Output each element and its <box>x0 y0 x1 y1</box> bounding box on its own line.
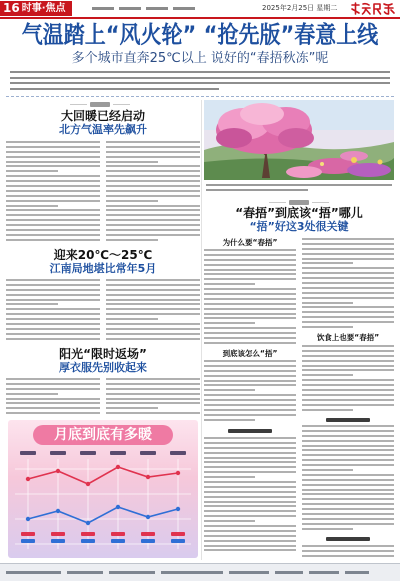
body-text <box>204 437 296 554</box>
text-line <box>106 170 200 172</box>
text-line <box>204 308 296 310</box>
footer-text-placeholder <box>309 571 339 574</box>
text-line <box>204 457 296 459</box>
article-subhead: 饮食上也要“春捂” <box>316 333 380 342</box>
text-line <box>6 214 100 216</box>
text-line <box>106 200 158 202</box>
text-line <box>6 338 100 340</box>
footer-text-placeholder <box>6 571 61 574</box>
text-line <box>204 409 296 411</box>
text-line <box>302 374 353 376</box>
text-line <box>204 540 296 542</box>
subhead-subtitle: 江南局地堪比常年5月 <box>49 262 157 275</box>
infographic-title: 月底到底有多暖 <box>33 425 173 445</box>
text-line <box>204 283 255 285</box>
text-line <box>6 141 100 143</box>
text-line <box>302 435 394 437</box>
text-line <box>204 510 296 512</box>
main-subheadline: 多个城市直奔25℃以上 说好的“春捂秋冻”呢 <box>71 51 329 66</box>
text-line <box>302 369 394 371</box>
text-line <box>106 279 200 281</box>
text-line <box>6 294 100 296</box>
text-line <box>106 398 200 400</box>
text-line <box>302 489 394 491</box>
text-line <box>302 389 394 391</box>
text-line <box>302 449 394 451</box>
text-line <box>302 518 394 520</box>
credit-text-placeholder <box>146 7 168 10</box>
text-line <box>106 146 200 148</box>
text-line <box>106 333 200 335</box>
text-line <box>10 82 390 84</box>
text-line <box>204 491 296 493</box>
text-line <box>6 279 100 281</box>
text-line <box>302 513 394 515</box>
text-line <box>302 262 353 264</box>
text-line <box>6 388 100 390</box>
footer-text-placeholder <box>229 571 269 574</box>
text-line <box>6 229 100 231</box>
text-line <box>302 430 394 432</box>
text-line <box>6 383 100 385</box>
text-line <box>302 316 394 318</box>
text-line <box>302 248 394 250</box>
masthead-logo <box>350 1 396 16</box>
text-line <box>6 299 100 301</box>
text-line <box>204 515 296 517</box>
text-line <box>302 454 394 456</box>
text-line <box>106 393 200 395</box>
text-line <box>302 267 394 269</box>
text-line <box>106 402 200 404</box>
text-line <box>302 326 353 328</box>
text-line <box>6 412 100 414</box>
column-divider <box>201 100 202 560</box>
text-line <box>204 249 296 251</box>
text-line <box>106 299 200 301</box>
footer-text-placeholder <box>67 571 103 574</box>
subhead-title: 阳光“限时返场” <box>59 347 147 361</box>
text-line <box>204 447 296 449</box>
text-line <box>6 284 100 286</box>
text-line <box>106 205 200 207</box>
text-line <box>302 440 394 442</box>
text-line <box>302 404 394 406</box>
body-text <box>106 378 200 417</box>
credit-text-placeholder <box>92 7 114 10</box>
text-line <box>204 419 255 421</box>
subhead-sunshine-returns <box>6 347 200 374</box>
text-line <box>302 379 394 381</box>
text-line <box>302 479 394 481</box>
text-line <box>6 180 100 182</box>
text-line <box>302 277 394 279</box>
text-line <box>204 486 296 488</box>
text-line <box>6 407 100 409</box>
text-line <box>204 466 296 468</box>
text-line <box>106 338 200 340</box>
text-line <box>106 378 200 380</box>
text-line <box>302 523 394 525</box>
text-line <box>302 282 394 284</box>
text-line <box>204 332 296 334</box>
body-text <box>6 141 100 244</box>
text-line <box>204 269 296 271</box>
text-line <box>106 383 200 385</box>
text-line <box>106 318 158 320</box>
article-subhead-placeholder <box>326 418 370 422</box>
text-line <box>204 384 296 386</box>
text-line <box>106 313 200 315</box>
section-label <box>70 101 130 107</box>
subhead-temperature-range <box>6 248 200 275</box>
text-line <box>204 437 296 439</box>
body-text <box>6 378 100 417</box>
text-line <box>6 289 100 291</box>
text-line <box>106 214 200 216</box>
text-line <box>204 404 296 406</box>
text-line <box>302 365 394 367</box>
text-line <box>6 318 100 320</box>
text-line <box>204 298 296 300</box>
text-line <box>302 474 394 476</box>
footer-text-placeholder <box>345 571 369 574</box>
text-line <box>204 322 255 324</box>
text-line <box>302 484 394 486</box>
text-line <box>6 170 58 172</box>
text-line <box>302 445 394 447</box>
text-line <box>204 303 296 305</box>
text-line <box>106 190 200 192</box>
text-line <box>10 77 390 79</box>
text-line <box>302 292 394 294</box>
text-line <box>106 412 200 414</box>
label-rule <box>113 104 130 105</box>
text-line <box>302 306 394 308</box>
text-line <box>204 317 296 319</box>
article-subhead-placeholder <box>228 429 272 433</box>
article-subhead: 到底该怎么“捂” <box>222 349 278 358</box>
text-line <box>204 389 255 391</box>
label-text-placeholder <box>289 200 309 205</box>
temperature-chart-graphic <box>13 449 193 555</box>
text-line <box>204 501 296 503</box>
text-line <box>6 239 100 241</box>
text-line <box>106 209 200 211</box>
text-line <box>302 498 394 500</box>
text-line <box>302 555 394 557</box>
text-line <box>302 550 394 552</box>
text-line <box>6 378 100 380</box>
text-line <box>6 205 58 207</box>
text-line <box>106 284 200 286</box>
label-text-placeholder <box>90 102 110 107</box>
text-line <box>204 442 296 444</box>
text-line <box>302 508 394 510</box>
text-line <box>204 327 296 329</box>
body-text <box>302 545 394 560</box>
body-text <box>106 141 200 244</box>
text-line <box>302 493 394 495</box>
text-line <box>106 323 200 325</box>
text-line <box>6 398 100 400</box>
text-line <box>6 165 100 167</box>
text-line <box>6 161 100 163</box>
text-line <box>206 189 308 191</box>
text-line <box>6 313 100 315</box>
text-line <box>6 151 100 153</box>
text-line <box>302 258 394 260</box>
text-line <box>6 156 100 158</box>
text-line <box>204 520 255 522</box>
photo-caption <box>206 184 392 194</box>
section-label <box>269 199 329 205</box>
text-line <box>106 185 200 187</box>
credit-text-placeholder <box>173 7 195 10</box>
body-text <box>106 279 200 343</box>
text-line <box>106 156 200 158</box>
text-line <box>204 278 296 280</box>
section-name: 时事·焦点 <box>21 3 66 14</box>
text-line <box>302 459 394 461</box>
editor-credits <box>92 7 195 10</box>
text-line <box>6 195 100 197</box>
text-line <box>204 399 296 401</box>
text-line <box>6 185 100 187</box>
text-line <box>106 161 158 163</box>
text-line <box>106 151 200 153</box>
text-line <box>106 195 200 197</box>
text-line <box>302 409 353 411</box>
text-line <box>106 239 158 241</box>
city-label-placeholders <box>20 451 186 455</box>
text-line <box>6 219 100 221</box>
temperature-label-placeholders <box>21 532 185 543</box>
chart-grid <box>15 459 191 549</box>
text-line <box>302 399 394 401</box>
text-line <box>302 253 394 255</box>
text-line <box>6 234 100 236</box>
label-rule <box>70 104 87 105</box>
main-headline: 气温踏上“风火轮” “抢先版”春意上线 <box>21 21 379 49</box>
text-line <box>6 308 100 310</box>
text-line <box>204 288 296 290</box>
label-rule <box>312 202 329 203</box>
text-line <box>204 259 296 261</box>
article-title: “春捂”到底该“捂”哪儿 <box>235 206 363 220</box>
text-line <box>302 287 394 289</box>
text-line <box>204 360 296 362</box>
text-line <box>302 297 394 299</box>
text-line <box>204 414 296 416</box>
text-line <box>6 224 100 226</box>
subhead-subtitle: 厚衣服先别收起来 <box>59 361 147 374</box>
text-line <box>106 388 200 390</box>
text-line <box>302 321 394 323</box>
spring-clothing-heading <box>204 206 394 233</box>
text-line <box>204 293 296 295</box>
text-line <box>302 464 394 466</box>
text-line <box>106 224 200 226</box>
lead-paragraph <box>10 71 390 93</box>
text-line <box>302 384 394 386</box>
text-line <box>302 238 394 240</box>
news-photo <box>204 100 394 180</box>
text-line <box>302 272 394 274</box>
text-line <box>204 505 296 507</box>
text-line <box>106 234 200 236</box>
text-line <box>10 88 219 90</box>
high-temperature-line <box>28 467 178 484</box>
text-line <box>106 294 200 296</box>
text-line <box>204 545 296 547</box>
text-line <box>302 302 353 304</box>
text-line <box>204 254 296 256</box>
text-line <box>106 308 200 310</box>
text-line <box>204 273 296 275</box>
body-text <box>302 238 394 331</box>
text-line <box>204 525 296 527</box>
text-line <box>204 496 296 498</box>
text-line <box>106 303 200 305</box>
text-line <box>204 370 296 372</box>
text-line <box>6 175 100 177</box>
text-line <box>302 394 394 396</box>
text-line <box>204 337 296 339</box>
text-line <box>10 71 390 73</box>
text-line <box>204 264 296 266</box>
text-line <box>204 452 296 454</box>
text-line <box>6 146 100 148</box>
text-line <box>204 365 296 367</box>
body-text <box>302 425 394 533</box>
text-line <box>204 313 296 315</box>
text-line <box>302 528 353 530</box>
text-line <box>6 200 100 202</box>
text-line <box>6 190 100 192</box>
temperature-infographic <box>8 420 198 558</box>
text-line <box>204 342 296 344</box>
text-line <box>6 209 100 211</box>
text-line <box>204 481 296 483</box>
label-rule <box>269 202 286 203</box>
text-line <box>302 311 394 313</box>
low-temperature-line <box>28 507 178 523</box>
text-line <box>204 471 296 473</box>
page-number: 16 <box>3 1 20 15</box>
text-line <box>6 402 100 404</box>
text-line <box>6 303 58 305</box>
body-text <box>302 345 394 413</box>
article-subhead-placeholder <box>326 537 370 541</box>
divider <box>6 96 394 97</box>
credit-text-placeholder <box>119 7 141 10</box>
body-text <box>6 279 100 343</box>
text-line <box>302 425 394 427</box>
text-line <box>106 141 200 143</box>
text-line <box>6 333 100 335</box>
blossom-scene <box>204 100 394 180</box>
subhead-title: 迎来20℃～25℃ <box>53 248 153 262</box>
issue-date: 2025年2月25日 星期二 <box>262 4 338 12</box>
text-line <box>302 545 394 547</box>
text-line <box>106 175 200 177</box>
text-line <box>302 469 353 471</box>
text-line <box>204 461 296 463</box>
text-line <box>6 393 58 395</box>
subhead-subtitle: 北方气温率先飙升 <box>59 123 147 136</box>
article-subtitle: “捂”好这3处很关键 <box>249 220 349 233</box>
text-line <box>302 360 394 362</box>
footer-text-placeholder <box>161 571 223 574</box>
text-line <box>106 180 200 182</box>
text-line <box>106 328 200 330</box>
text-line <box>302 243 394 245</box>
text-line <box>106 289 200 291</box>
article-subhead: 为什么要“春捂” <box>222 238 278 247</box>
text-line <box>302 345 394 347</box>
text-line <box>204 394 296 396</box>
text-line <box>302 355 394 357</box>
section-tag <box>0 1 72 16</box>
page-footer <box>0 563 400 581</box>
text-line <box>106 219 200 221</box>
text-line <box>204 535 296 537</box>
subhead-title: 大回暖已经启动 <box>60 109 145 123</box>
text-line <box>106 229 200 231</box>
text-line <box>302 350 394 352</box>
text-line <box>6 323 100 325</box>
text-line <box>204 549 296 551</box>
subhead-warming-starts <box>6 109 200 136</box>
text-line <box>204 375 296 377</box>
text-line <box>204 380 296 382</box>
text-line <box>204 476 255 478</box>
body-text <box>204 360 296 424</box>
text-line <box>6 328 100 330</box>
footer-text-placeholder <box>275 571 303 574</box>
text-line <box>206 184 392 186</box>
text-line <box>302 503 394 505</box>
text-line <box>106 165 200 167</box>
text-line <box>106 407 158 409</box>
body-text <box>204 249 296 347</box>
text-line <box>204 530 296 532</box>
footer-text-placeholder <box>109 571 155 574</box>
